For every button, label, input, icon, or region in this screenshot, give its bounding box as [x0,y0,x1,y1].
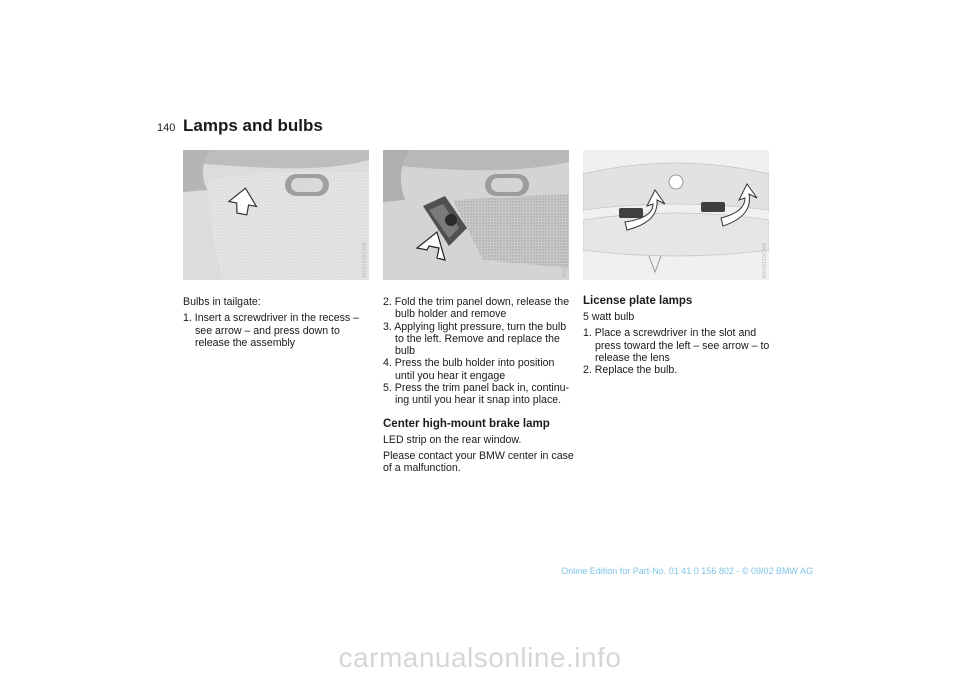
license-plate-steps [583,327,775,376]
brake-lamp-paragraph: Please contact your BMW center in case of a malfunction. [383,449,574,475]
bulb-wattage: 5 watt bulb [583,311,635,323]
step-item: 5. Press the trim panel back in, continu- ing until you hear it snap into place. [383,382,570,407]
license-plate-heading: License plate lamps [583,295,693,307]
tailgate-recess-image [183,150,369,280]
column-tailgate-instructions [183,296,375,349]
brake-lamp-paragraph: LED strip on the rear window. [383,433,522,446]
bulb-holder-image [383,150,569,280]
figure-code: MV01026CMA [362,242,368,278]
page-number: 140 [157,122,176,134]
step-item: 1. Place a screwdriver in the slot and press toward the left – see arrow – to release the lens [583,327,770,364]
column-license-plate-lamps [583,294,775,376]
tailgate-steps [183,312,375,349]
brake-lamp-heading: Center high-mount brake lamp [383,417,550,430]
site-watermark: carmanualsonline.info [338,642,622,673]
tailgate-intro: Bulbs in tailgate: [183,296,261,308]
column-continued-instructions [383,296,575,479]
step-item: 2. Fold the trim panel down, release the bulb holder and remove [383,296,570,321]
step-item: 3. Applying light pressure, turn the bulb to the left. Remove and replace the bulb [383,320,567,358]
step-item: 4. Press the bulb holder into position until you hear it engage [383,357,555,382]
step-item: 1. Insert a screwdriver in the recess – see arrow – and press down to release the assembly [183,312,360,349]
online-edition-footer: Online Edition for Part-No. 01 41 0 156 802 - © 09/02 BMW AG [561,566,813,576]
figure-code: MV00110CMA [762,242,768,278]
page-title: Lamps and bulbs [183,116,323,135]
continued-steps [383,296,575,407]
figure-code: MV01027CMA [562,242,568,278]
step-item: 2. Replace the bulb. [583,364,678,377]
license-plate-lamps-image [583,150,769,280]
